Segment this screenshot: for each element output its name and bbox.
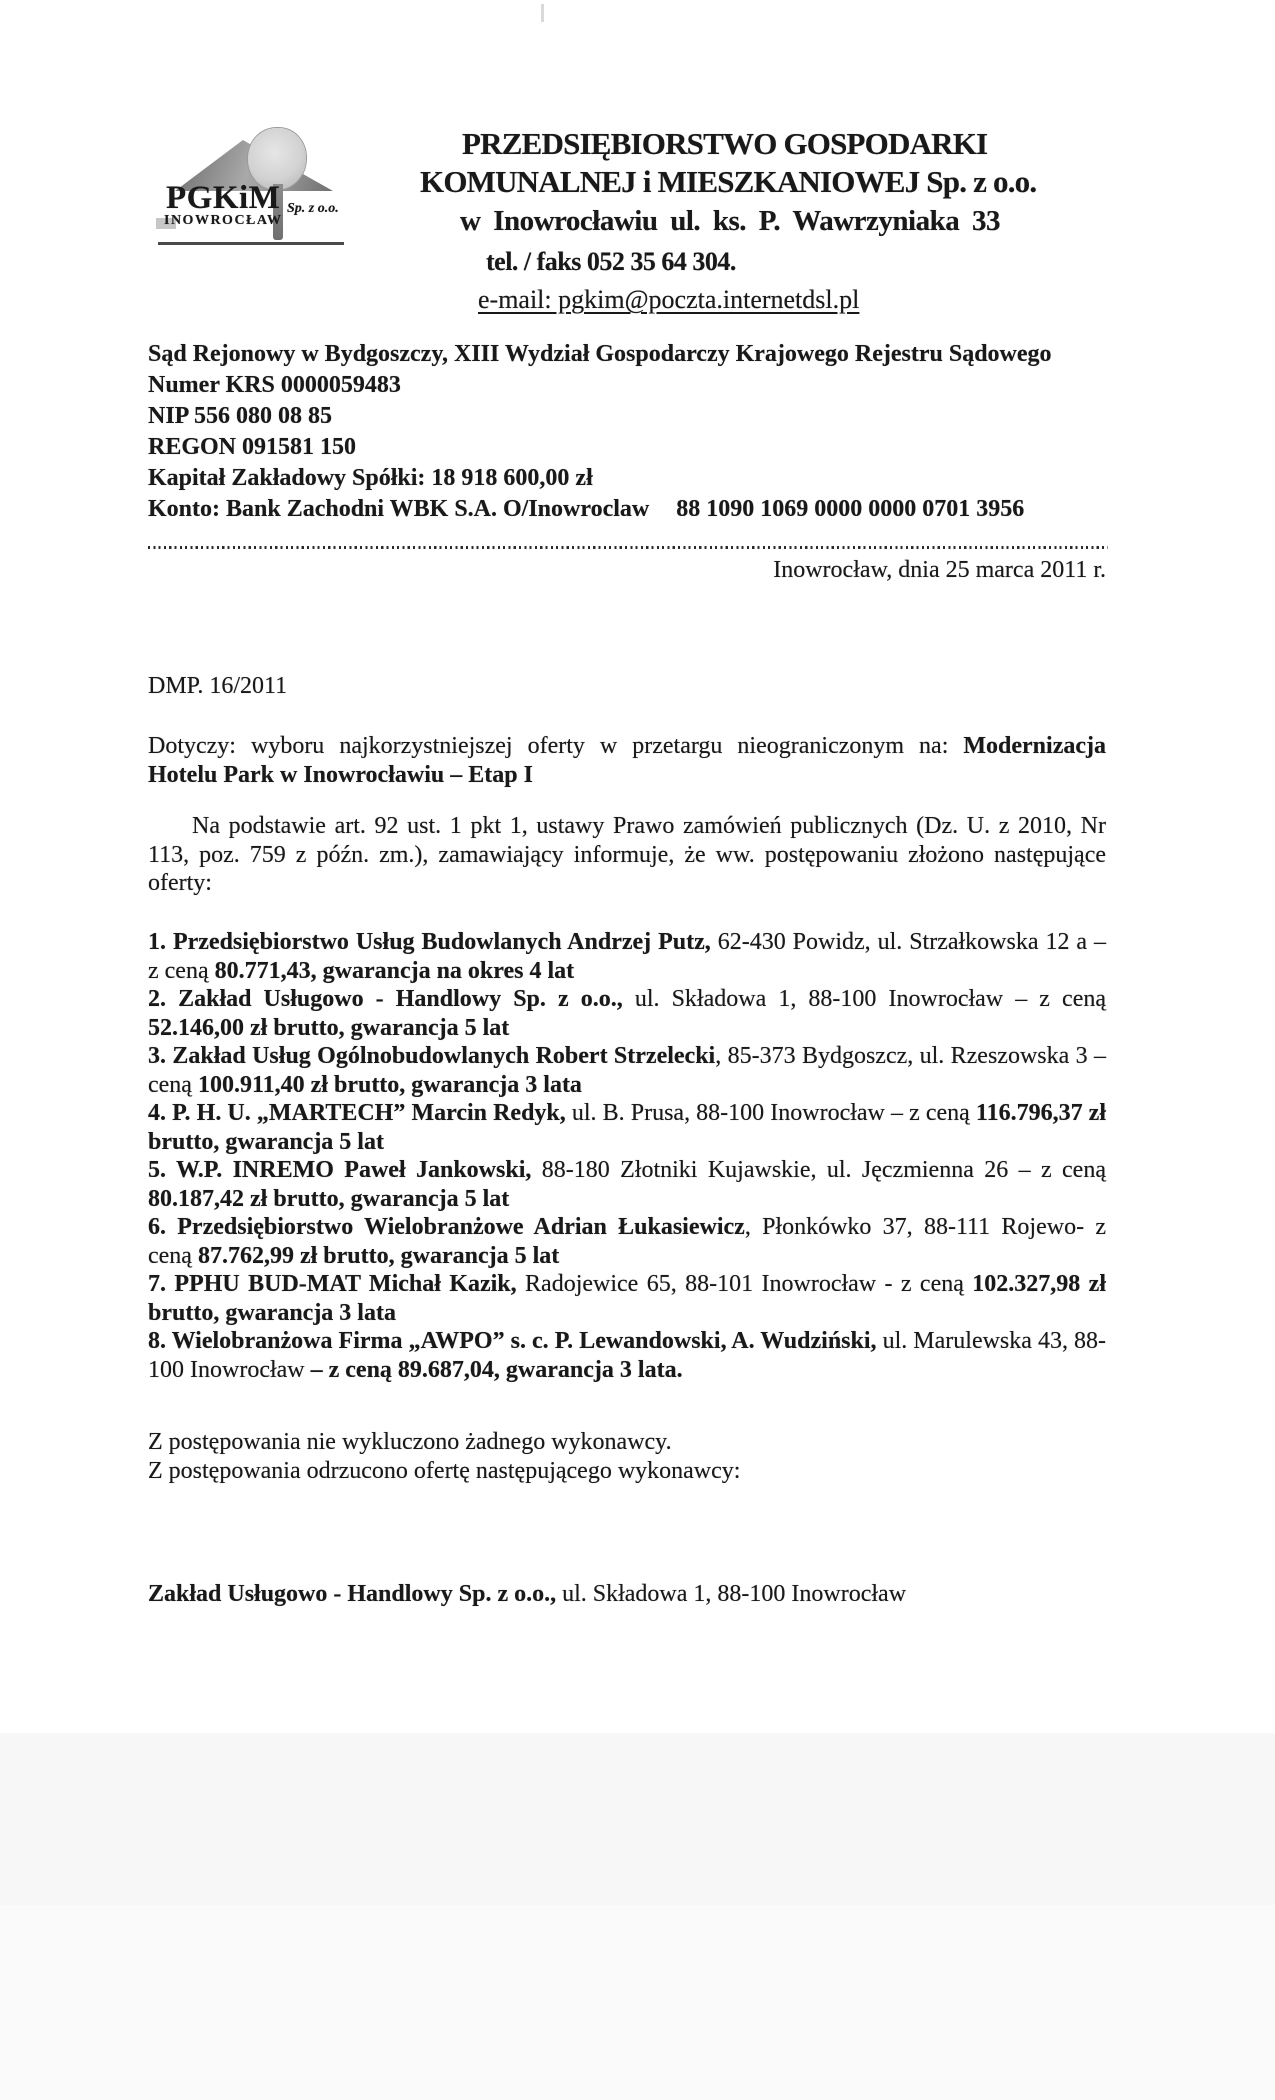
offer-7-price: 102.327,98 zł brutto, gwarancja 3 lata — [148, 1271, 1106, 1326]
offer-item-8 — [148, 1327, 1106, 1384]
phone-line: tel. / faks 052 35 64 304. — [486, 247, 736, 276]
dotted-divider — [148, 546, 1108, 549]
rejected-contractor-name: Zakład Usługowo - Handlowy Sp. z o.o., — [148, 1581, 557, 1607]
offer-3-price: 100.911,40 zł brutto, gwarancja 3 lata — [197, 1071, 582, 1098]
offer-3-address: , 85-373 Bydgoszcz, ul. Rzeszowska 3 – ceną — [148, 1043, 1106, 1098]
offer-5-price: 80.187,42 zł brutto, gwarancja 5 lat — [148, 1185, 510, 1212]
offer-8-address: ul. Marulewska 43, 88-100 Inowrocław — [148, 1328, 1107, 1383]
email-line: e-mail: pgkim@poczta.internetdsl.pl — [478, 285, 860, 314]
bank-account-number: 88 1090 1069 0000 0000 0701 3956 — [676, 496, 1025, 522]
no-exclusion-line: Z postępowania nie wykluczono żadnego wykonawcy. — [148, 1429, 672, 1455]
registry-capital-line: Kapitał Zakładowy Spółki: 18 918 600,00 zł — [148, 465, 593, 491]
registry-regon-line: REGON 091581 150 — [148, 434, 357, 460]
offer-8-name: 8. Wielobranżowa Firma „AWPO” s. c. P. Lewandowski, A. Wudziński, — [148, 1328, 877, 1354]
registry-block — [148, 339, 1158, 525]
offer-6-price: 87.762,99 zł brutto, gwarancja 5 lat — [197, 1242, 560, 1269]
logo-city: INOWROCŁAW — [164, 213, 283, 228]
offer-3-name: 3. Zakład Usług Ogólnobudowlanych Robert Strzelecki — [148, 1043, 716, 1069]
offer-item-3 — [148, 1042, 1106, 1099]
subject-line — [148, 732, 1106, 789]
offer-item-6 — [148, 1213, 1106, 1270]
company-address-line: w Inowrocławiu ul. ks. P. Wawrzyniaka 33 — [460, 205, 1000, 237]
offer-4-price: 116.796,37 zł brutto, gwarancja 5 lat — [148, 1100, 1107, 1155]
logo-underline — [158, 242, 344, 245]
offer-2-name: 2. Zakład Usługowo - Handlowy Sp. z o.o., — [148, 986, 623, 1012]
logo-acronym: PGKiM — [166, 180, 281, 216]
logo-company-suffix: Sp. z o.o. — [287, 201, 339, 216]
offer-item-5 — [148, 1156, 1106, 1213]
offer-item-2 — [148, 985, 1106, 1042]
subject-project-name: Modernizacja Hotelu Park w Inowrocławiu – Etap I — [148, 733, 1106, 788]
offer-2-price: 52.146,00 zł brutto, gwarancja 5 lat — [148, 1014, 510, 1041]
rejection-intro-line: Z postępowania odrzucono ofertę następującego wykonawcy: — [148, 1457, 741, 1484]
offer-6-name: 6. Przedsiębiorstwo Wielobranżowe Adrian Łukasiewicz — [148, 1214, 745, 1240]
offer-4-address: ul. B. Prusa, 88-100 Inowrocław – z ceną — [565, 1100, 976, 1126]
offer-item-1 — [148, 928, 1106, 985]
registry-court-line: Sąd Rejonowy w Bydgoszczy, XIII Wydział Gospodarczy Krajowego Rejestru Sądowego — [148, 341, 1052, 367]
company-logo — [140, 118, 390, 253]
offer-6-address: , Płonkówko 37, 88-111 Rojewo- z ceną — [148, 1214, 1106, 1269]
offer-7-name: 7. PPHU BUD-MAT Michał Kazik, — [148, 1271, 517, 1297]
subject-prefix: Dotyczy: wyboru najkorzystniejszej oferty w przetargu nieograniczonym na: — [148, 733, 964, 759]
scan-artifact-speck — [541, 4, 544, 22]
offer-7-address: Radojewice 65, 88-101 Inowrocław - z ceną — [516, 1271, 973, 1297]
registry-krs-line: Numer KRS 0000059483 — [148, 372, 401, 398]
intro-paragraph: Na podstawie art. 92 ust. 1 pkt 1, ustawy Prawo zamówień publicznych (Dz. U. z 2010, Nr 113, poz. 759 z późn. zm.), zamawiający informuje, że ww. postępowaniu złożono następujące oferty: — [148, 813, 1106, 896]
offer-4-name: 4. P. H. U. „MARTECH” Marcin Redyk, — [148, 1100, 566, 1126]
offer-1-address: 62-430 Powidz, ul. Strzałkowska 12 a – z ceną — [148, 929, 1107, 984]
company-name-line-2: KOMUNALNEJ i MIESZKANIOWEJ Sp. z o.o. — [420, 164, 1037, 199]
offer-5-address: 88-180 Złotniki Kujawskie, ul. Jęczmienna 26 – z ceną — [531, 1157, 1106, 1183]
offer-item-4 — [148, 1099, 1106, 1156]
scan-shade-band-inner — [0, 1733, 1275, 1905]
reference-number: DMP. 16/2011 — [148, 673, 288, 699]
offers-list — [148, 928, 1106, 1384]
offer-2-address: ul. Składowa 1, 88-100 Inowrocław – z ceną — [622, 986, 1107, 1012]
registry-bank-line — [148, 494, 1158, 525]
rejected-contractor-line — [148, 1580, 1106, 1609]
company-name-line-1: PRZEDSIĘBIORSTWO GOSPODARKI — [462, 126, 988, 161]
registry-nip-line: NIP 556 080 08 85 — [148, 403, 333, 429]
place-and-date: Inowrocław, dnia 25 marca 2011 r. — [773, 557, 1106, 583]
closing-statements — [148, 1428, 1106, 1485]
offer-1-price: 80.771,43, gwarancja na okres 4 lat — [214, 957, 575, 984]
offer-item-7 — [148, 1270, 1106, 1327]
rejected-contractor-address: ul. Składowa 1, 88-100 Inowrocław — [556, 1581, 907, 1607]
bank-account-label: Konto: Bank Zachodni WBK S.A. O/Inowroclaw — [148, 496, 650, 522]
offer-5-name: 5. W.P. INREMO Paweł Jankowski, — [148, 1157, 532, 1183]
offer-8-price: – z ceną 89.687,04, gwarancja 3 lata. — [310, 1356, 683, 1383]
offer-1-name: 1. Przedsiębiorstwo Usług Budowlanych Andrzej Putz, — [148, 929, 711, 955]
